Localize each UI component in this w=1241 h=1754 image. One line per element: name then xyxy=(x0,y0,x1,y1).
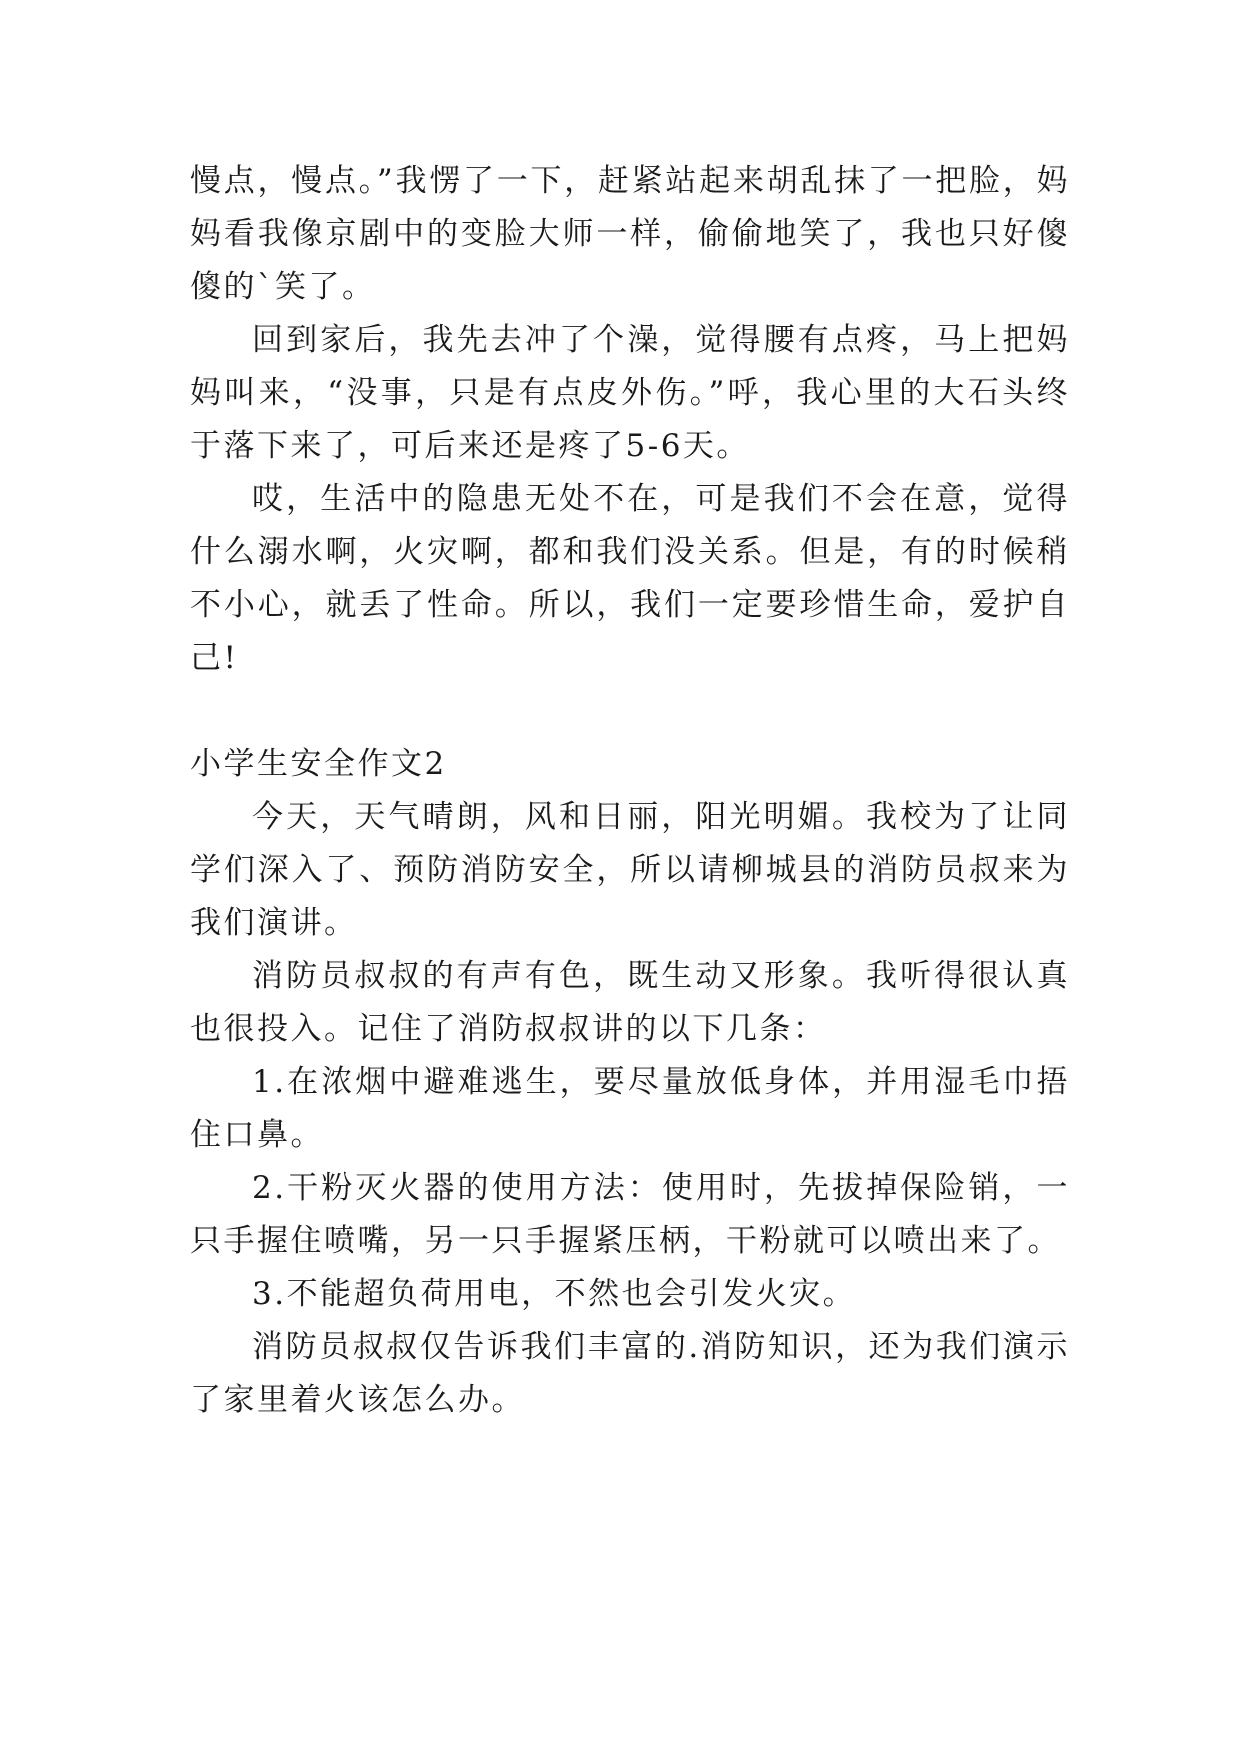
paragraph: 今天，天气晴朗，风和日丽，阳光明媚。我校为了让同学们深入了、预防消防安全，所以请柳城县的消防员叔来为我们演讲。 xyxy=(190,799,1070,941)
paragraph: 慢点，慢点。”我愣了一下，赶紧站起来胡乱抹了一把脸，妈妈看我像京剧中的变脸大师一样，偷偷地笑了，我也只好傻傻的`笑了。 xyxy=(190,163,1070,305)
paragraph: 消防员叔叔仅告诉我们丰富的.消防知识，还为我们演示了家里着火该怎么办。 xyxy=(190,1329,1070,1418)
document-body xyxy=(190,155,1070,1427)
section-title: 小学生安全作文2 xyxy=(190,746,447,782)
paragraph: 回到家后，我先去冲了个澡，觉得腰有点疼，马上把妈妈叫来，“没事，只是有点皮外伤。”呼，我心里的大石头终于落下来了，可后来还是疼了5-6天。 xyxy=(190,322,1070,464)
paragraph: 消防员叔叔的有声有色，既生动又形象。我听得很认真也很投入。记住了消防叔叔讲的以下几条： xyxy=(190,958,1070,1047)
list-item: 2.干粉灭火器的使用方法：使用时，先拔掉保险销，一只手握住喷嘴，另一只手握紧压柄，干粉就可以喷出来了。 xyxy=(190,1170,1070,1259)
paragraph: 哎，生活中的隐患无处不在，可是我们不会在意，觉得什么溺水啊，火灾啊，都和我们没关系。但是，有的时候稍不小心，就丢了性命。所以，我们一定要珍惜生命，爱护自己! xyxy=(190,481,1070,676)
list-item: 1.在浓烟中避难逃生，要尽量放低身体，并用湿毛巾捂住口鼻。 xyxy=(190,1064,1070,1153)
list-item: 3.不能超负荷用电，不然也会引发火灾。 xyxy=(252,1276,857,1312)
